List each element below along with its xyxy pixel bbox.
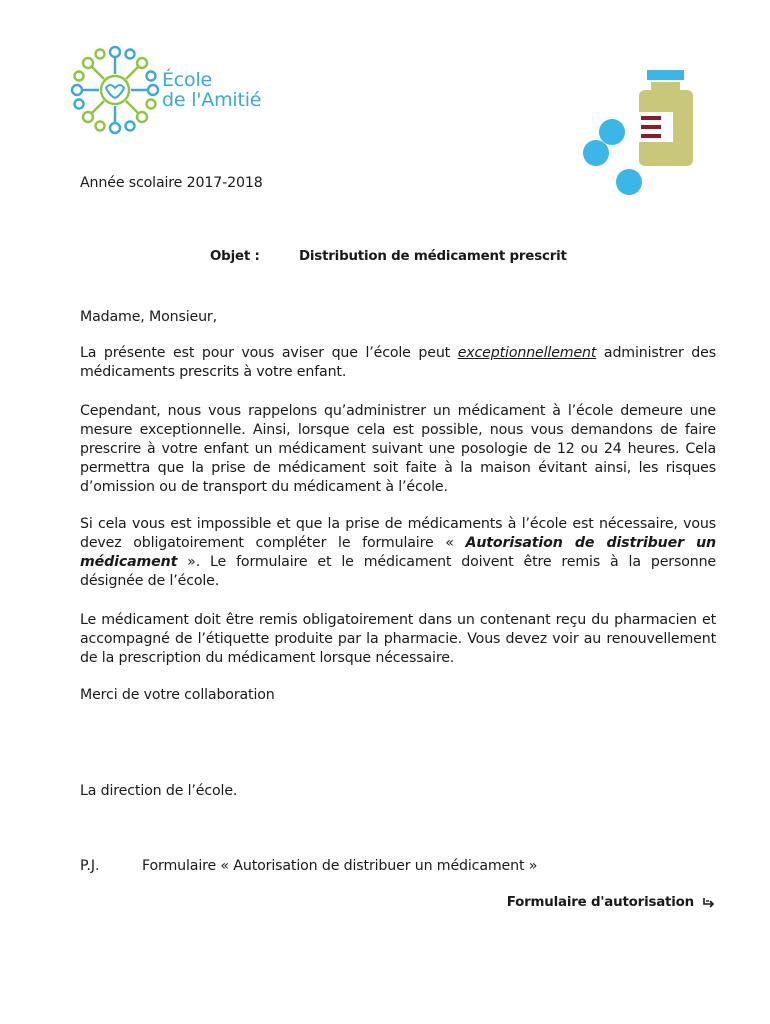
link-arrow-icon[interactable] — [702, 896, 716, 910]
authorization-form-link[interactable] — [507, 895, 716, 910]
salutation: Madame, Monsieur, — [80, 309, 217, 325]
paragraph-1-start: La présente est pour vous aviser que l’école peut — [80, 345, 458, 361]
paragraph-4: Le médicament doit être remis obligatoirement dans un contenant reçu du pharmacien et accompagné de l’étiquette produite par la pharmacie. Vous devez voir au renouvellement de la prescription du médicament lorsque nécessaire. — [80, 612, 716, 666]
subject-label: Objet : — [210, 249, 260, 264]
paragraph-3-end: ». Le formulaire et le médicament doivent être remis à la personne désignée de l’école. — [80, 554, 716, 589]
school-logo — [70, 44, 290, 136]
paragraph-2: Cependant, nous vous rappelons qu’administrer un médicament à l’école demeure une mesure exceptionnelle. Ainsi, lorsque cela est possible, nous vous demandons de faire prescrire à votre enfant un médicament suivant une posologie de 12 ou 24 heures. Cela permettra que la prise de médicament soit faite à la maison évitant ainsi, les risques d’omission ou de transport du médicament à l’école. — [80, 403, 716, 495]
paragraph-3-start: Si cela vous est impossible et que la prise de médicaments à l’école est nécessaire, vous devez obligatoirement compléter le formulaire « — [80, 516, 716, 551]
school-year: Année scolaire 2017-2018 — [80, 175, 263, 191]
paragraph-3 — [80, 515, 716, 591]
school-name-line2: de l'Amitié — [162, 89, 262, 111]
closing: Merci de votre collaboration — [80, 687, 275, 703]
authorization-form-link-label[interactable]: Formulaire d'autorisation — [506, 895, 694, 910]
attachment-value: Formulaire « Autorisation de distribuer un médicament » — [142, 858, 538, 874]
form-name-emphasis: Autorisation de distribuer un médicament — [80, 535, 716, 570]
paragraph-1-end: administrer des médicaments prescrits à votre enfant. — [80, 345, 716, 380]
signature: La direction de l’école. — [80, 783, 238, 799]
emphasis-exceptionnellement: exceptionnellement — [457, 345, 597, 361]
attachment-label: P.J. — [80, 858, 100, 874]
school-name-line1: École — [162, 69, 213, 91]
paragraph-1 — [80, 344, 716, 382]
school-name — [162, 70, 261, 110]
friendship-wreath-icon — [70, 44, 160, 136]
subject-value: Distribution de médicament prescrit — [299, 249, 567, 264]
